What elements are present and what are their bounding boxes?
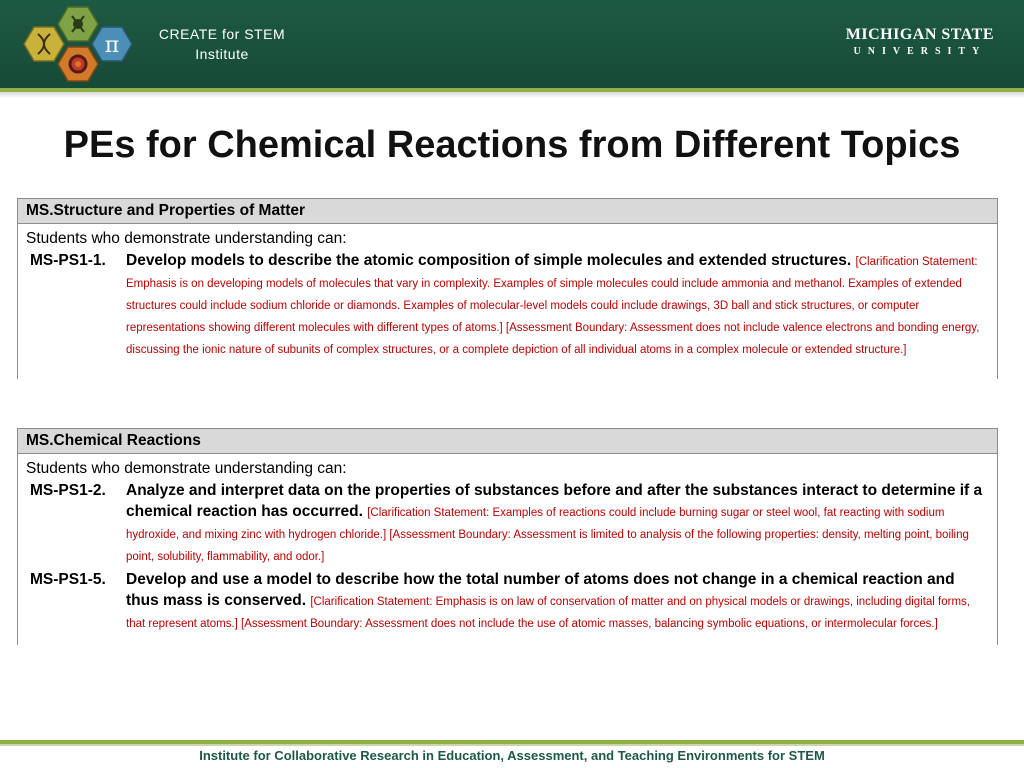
- standard-box-chemical-reactions: [17, 428, 998, 645]
- brand-name: [142, 24, 302, 64]
- standard-intro: Students who demonstrate understanding can:: [26, 230, 347, 247]
- footer-text: Institute for Collaborative Research in Education, Assessment, and Teaching Environments for STEM: [199, 748, 825, 763]
- university-subtitle: UNIVERSITY: [853, 46, 987, 57]
- satellite-icon: [58, 7, 98, 41]
- pe-text: [126, 480, 989, 567]
- pe-clarification: [Clarification Statement: Emphasis is on law of conservation of matter and on physical models or drawings, including digital forms, that represent atoms.] [Assessment Boundary: Assessment does not include the use of atomic masses, balancing symbolic equations, or intermolecular forces.]: [126, 596, 971, 630]
- svg-text:π: π: [104, 33, 120, 58]
- brand-line-2: Institute: [195, 46, 249, 62]
- pi-icon: [92, 27, 132, 61]
- pe-statement: Analyze and interpret data on the properties of substances before and after the substances interact to determine if a chemical reaction has occurred.: [126, 482, 983, 520]
- pe-statement: Develop and use a model to describe how the total number of atoms does not change in a chemical reaction and thus mass is conserved.: [126, 571, 955, 609]
- header-divider: [0, 92, 1024, 98]
- standard-body: [17, 454, 998, 645]
- standard-intro: Students who demonstrate understanding can:: [26, 460, 347, 477]
- footer-divider-light: [0, 744, 1024, 746]
- create-for-stem-logo: [14, 4, 134, 84]
- pe-code: MS-PS1-1.: [30, 252, 106, 269]
- brand-line-1: CREATE for STEM: [158, 26, 286, 42]
- pe-text: [126, 250, 989, 360]
- pe-statement: Develop models to describe the atomic composition of simple molecules and extended structures.: [126, 252, 856, 269]
- university-logo: [846, 26, 994, 57]
- pe-clarification: [Clarification Statement: Examples of reactions could include burning sugar or steel wool, fat reacting with sodium hydroxide, and mixing zinc with hydrogen chloride.] [Assessment Boundary: Assessment is limited to analysis of the following properties: density, melting point, boiling point, solubility, flammability, and odor.]: [126, 507, 969, 563]
- pe-code: MS-PS1-5.: [30, 571, 106, 588]
- pe-clarification: [Clarification Statement: Emphasis is on developing models of molecules that vary in complexity. Examples of simple molecules could include ammonia and methanol. Examples of extended structures could include sodium chloride or diamonds. Examples of molecular-level models could include drawings, 3D ball and stick structures, or computer representations showing different molecules with different types of atoms.] [Assessment Boundary: Assessment does not include valence electrons and bonding energy, discussing the ionic nature of subunits of complex structures, or a complete depiction of all individual atoms in a complex molecule or extended structure.]: [126, 256, 980, 356]
- page-title: PEs for Chemical Reactions from Different Topics: [63, 124, 961, 166]
- standard-heading: MS.Chemical Reactions: [17, 428, 998, 454]
- university-name: MICHIGAN STATE: [845, 26, 994, 43]
- performance-expectation: [26, 250, 989, 360]
- standard-body: [17, 224, 998, 379]
- gear-icon: [58, 47, 98, 81]
- pe-code: MS-PS1-2.: [30, 482, 106, 499]
- dna-icon: [24, 27, 64, 61]
- header-banner: [0, 0, 1024, 92]
- performance-expectation: [26, 480, 989, 567]
- pe-text: [126, 569, 989, 634]
- standard-heading: MS.Structure and Properties of Matter: [17, 198, 998, 224]
- standard-box-structure-properties: [17, 198, 998, 379]
- performance-expectation: [26, 569, 989, 634]
